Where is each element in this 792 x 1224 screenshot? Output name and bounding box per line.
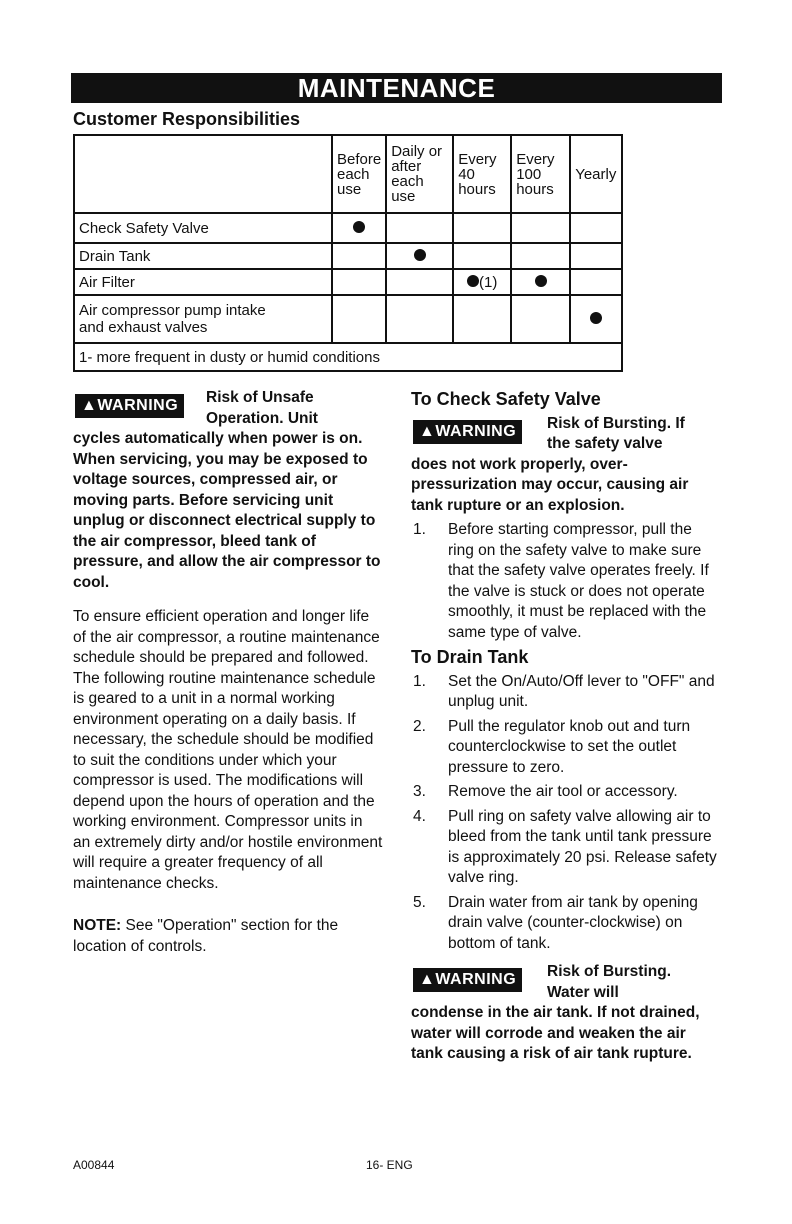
mark-cell (332, 213, 386, 243)
right-column (411, 389, 721, 1065)
bursting-warning-2 (411, 962, 721, 1065)
task-cell: Drain Tank (74, 243, 332, 269)
unsafe-operation-warning (73, 388, 383, 593)
task-cell: Air compressor pump intake and exhaust valves (74, 295, 332, 343)
document-code: A00844 (73, 1158, 115, 1172)
task-cell: Air Filter (74, 269, 332, 295)
warning-label: ▲WARNING (413, 968, 522, 992)
warning-body: condense in the air tank. If not drained, water will corrode and weaken the air tank causing a risk of air tank rupture. (411, 1004, 700, 1062)
table-footnote-row (74, 343, 622, 371)
page-banner: MAINTENANCE (71, 73, 722, 103)
mark-cell (386, 243, 453, 269)
col-header-before-use: Before each use (332, 135, 386, 213)
warning-heading: Risk of Unsafe Operation. Unit (206, 389, 318, 427)
col-header-100-hours: Every 100 hours (511, 135, 570, 213)
warning-heading: Risk of Bursting. Water will (547, 963, 672, 1001)
list-item: 4. Pull ring on safety valve allowing air to bleed from the tank until tank pressure is approximately 20 psi. Release safety valve ring. (413, 807, 717, 886)
header-blank-cell (74, 135, 332, 213)
drain-tank-heading: To Drain Tank (411, 647, 529, 667)
warning-heading: Risk of Bursting. If the safety valve (547, 414, 685, 452)
col-header-yearly: Yearly (570, 135, 622, 213)
warning-body: cycles automatically when power is on. When servicing, you may be exposed to voltage sources, compressed air, or moving parts. Before servicing unit unplug or disconnect electrical supply to the air compressor, bleed tank of pressure, and allow the air compressor to cool. (73, 430, 381, 591)
mark-cell (511, 269, 570, 295)
bursting-warning-1 (411, 414, 721, 517)
maintenance-schedule-table (73, 134, 623, 372)
warning-label: ▲WARNING (413, 420, 522, 444)
table-row (74, 269, 622, 295)
check-steps-list (411, 520, 721, 643)
table-header-row (74, 135, 622, 213)
mark-cell (453, 269, 511, 295)
warning-body: does not work properly, over-pressurization may occur, causing air tank rupture or an explosion. (411, 455, 689, 514)
table-row (74, 295, 622, 343)
dot-mark (414, 249, 426, 261)
list-item: 2. Pull the regulator knob out and turn counterclockwise to set the outlet pressure to zero. (413, 717, 691, 776)
section-heading: Customer Responsibilities (73, 109, 301, 129)
list-item: 1. Set the On/Auto/Off lever to "OFF" and unplug unit. (413, 672, 715, 710)
col-header-daily: Daily or after each use (386, 135, 453, 213)
left-column (73, 388, 383, 957)
task-cell: Check Safety Valve (74, 213, 332, 243)
note-label: NOTE: (73, 917, 122, 934)
mark-cell (570, 295, 622, 343)
list-item: 5. Drain water from air tank by opening drain valve (counter-clockwise) on bottom of tank. (413, 893, 698, 952)
dot-mark (467, 275, 479, 287)
warning-label: ▲WARNING (75, 394, 184, 418)
page-number: 16- ENG (366, 1158, 413, 1172)
dot-mark (353, 221, 365, 233)
col-header-40-hours: Every 40 hours (453, 135, 511, 213)
footnote-marker: (1) (479, 273, 498, 291)
dot-mark (590, 312, 602, 324)
table-row (74, 243, 622, 269)
list-item: 3. Remove the air tool or accessory. (413, 783, 678, 800)
list-item: 1. Before starting compressor, pull the ring on the safety valve to make sure that the safety valve operates freely. If the valve is stuck or does not operate smoothly, it must be replaced with the same type of valve. (413, 521, 709, 641)
table-row (74, 213, 622, 243)
check-safety-valve-heading: To Check Safety Valve (411, 389, 601, 409)
drain-steps-list (411, 672, 721, 955)
table-footnote: 1- more frequent in dusty or humid conditions (74, 343, 622, 371)
dot-mark (535, 275, 547, 287)
note-paragraph: NOTE: See "Operation" section for the location of controls. (73, 917, 339, 955)
maintenance-paragraph: To ensure efficient operation and longer life of the air compressor, a routine maintenance schedule should be prepared and followed. The following routine maintenance schedule is geared to a unit in a normal working environment operating on a daily basis. If necessary, the schedule should be modified to suit the conditions under which your compressor is used. The modifications will depend upon the hours of operation and the working environment. Compressor units in an extremely dirty and/or hostile environment will require a greater frequency of all maintenance checks. (73, 608, 383, 892)
